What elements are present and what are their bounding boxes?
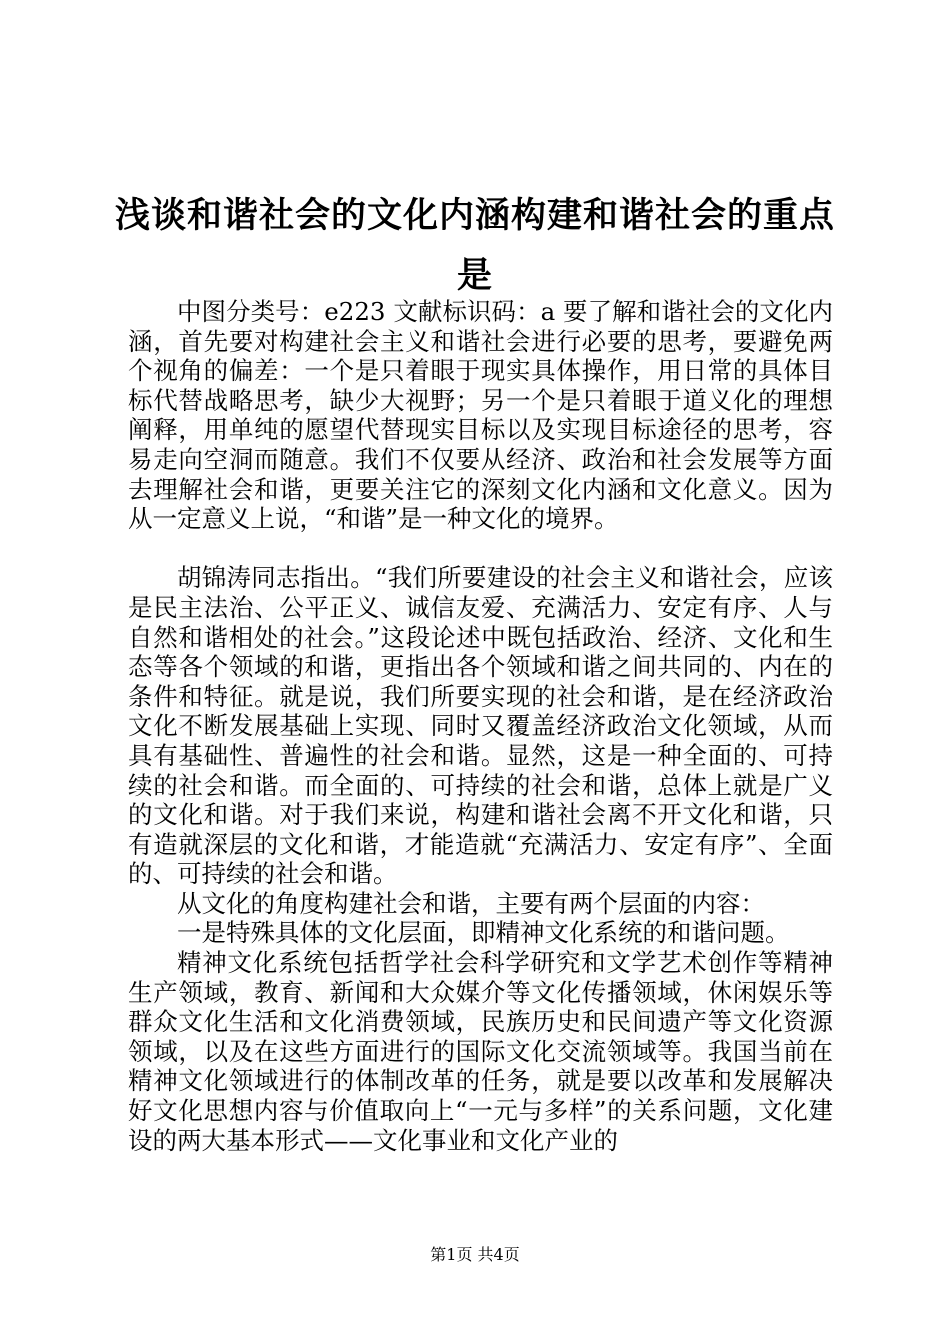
paragraph-spacer [128,534,833,564]
document-body [128,297,833,1155]
paragraph-intro: 中图分类号：e223 文献标识码：a 要了解和谐社会的文化内涵，首先要对构建社会主义和谐社会进行必要的思考，要避免两个视角的偏差：一个是只着眼于现实具体操作，用日常的具体目标代替战略思考，缺少大视野；另一个是只着眼于道义化的理想阐释，用单纯的愿望代替现实目标以及实现目标途径的思考，容易走向空洞而随意。我们不仅要从经济、政治和社会发展等方面去理解社会和谐，更要关注它的深刻文化内涵和文化意义。因为从一定意义上说，“和谐”是一种文化的境界。 [128,297,833,534]
paragraph-two-levels: 从文化的角度构建社会和谐，主要有两个层面的内容： [177,888,765,918]
document-title: 浅谈和谐社会的文化内涵构建和谐社会的重点是 [114,196,835,296]
paragraph-spiritual-culture: 精神文化系统包括哲学社会科学研究和文学艺术创作等精神生产领域，教育、新闻和大众媒介等文化传播领域，休闲娱乐等群众文化生活和文化消费领域，民族历史和民间遗产等文化资源领域，以及在这些方面进行的国际文化交流领域等。我国当前在精神文化领域进行的体制改革的任务，就是要以改革和发展解决好文化思想内容与价值取向上“一元与多样”的关系问题，文化建设的两大基本形式——文化事业和文化产业的 [128,948,833,1155]
paragraph-quote: 胡锦涛同志指出。“我们所要建设的社会主义和谐社会，应该是民主法治、公平正义、诚信友爱、充满活力、安定有序、人与自然和谐相处的社会。”这段论述中既包括政治、经济、文化和生态等各个领域的和谐，更指出各个领域和谐之间共同的、内在的条件和特征。就是说，我们所要实现的社会和谐，是在经济政治文化不断发展基础上实现、同时又覆盖经济政治文化领域，从而具有基础性、普遍性的社会和谐。显然，这是一种全面的、可持续的社会和谐。而全面的、可持续的社会和谐，总体上就是广义的文化和谐。对于我们来说，构建和谐社会离不开文化和谐，只有造就深层的文化和谐，才能造就“充满活力、安定有序”、全面的、可持续的社会和谐。 [128,563,833,889]
page-footer: 第1页 共4页 [430,1245,520,1264]
paragraph-level-one: 一是特殊具体的文化层面，即精神文化系统的和谐问题。 [177,918,790,948]
